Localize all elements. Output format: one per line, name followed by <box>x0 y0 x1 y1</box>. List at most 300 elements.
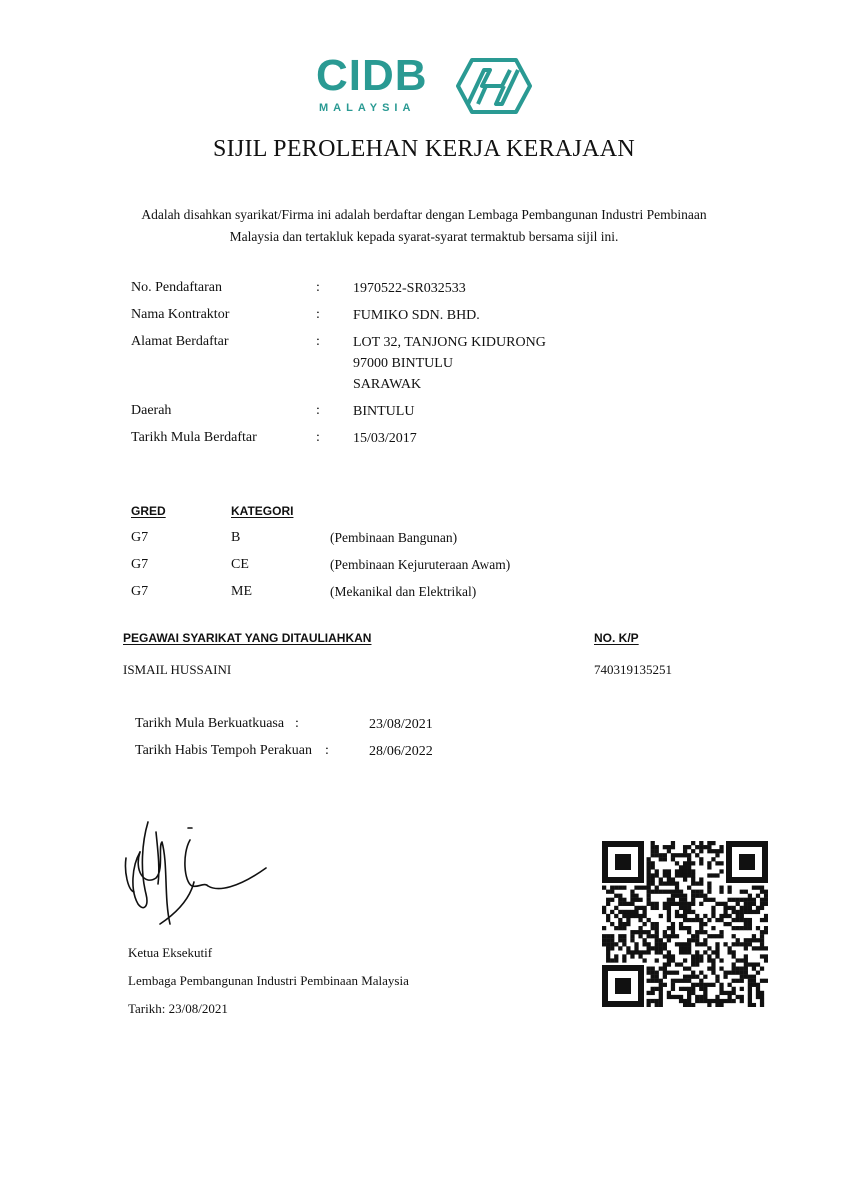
qr-module <box>715 942 719 946</box>
qr-module <box>687 910 691 914</box>
contractor-label: Nama Kontraktor <box>131 307 230 322</box>
qr-module <box>610 886 614 890</box>
qr-module <box>679 890 683 894</box>
qr-module <box>622 958 626 962</box>
category-description: (Pembinaan Kejuruteraan Awam) <box>330 557 511 572</box>
qr-module <box>703 995 707 999</box>
qr-module <box>732 934 736 938</box>
qr-module <box>715 918 719 922</box>
qr-module <box>707 861 711 865</box>
qr-module <box>703 942 707 946</box>
qr-module <box>647 942 651 946</box>
qr-module <box>691 902 695 906</box>
qr-module <box>622 898 626 902</box>
qr-module <box>752 962 756 966</box>
qr-module <box>695 845 699 849</box>
qr-module <box>602 926 606 930</box>
qr-module <box>703 898 707 902</box>
qr-module <box>699 942 703 946</box>
qr-module <box>728 898 732 902</box>
qr-module <box>642 906 646 910</box>
qr-module <box>732 906 736 910</box>
qr-module <box>647 890 651 894</box>
qr-module <box>606 942 610 946</box>
qr-module <box>719 869 723 873</box>
qr-module <box>667 954 671 958</box>
qr-module <box>691 918 695 922</box>
category-description: (Mekanikal dan Elektrikal) <box>330 584 477 599</box>
colon: : <box>295 716 299 731</box>
qr-module <box>687 886 691 890</box>
qr-module <box>760 946 764 950</box>
qr-module <box>626 902 630 906</box>
qr-module <box>691 910 695 914</box>
qr-module <box>691 861 695 865</box>
category-description: (Pembinaan Bangunan) <box>330 530 458 545</box>
qr-module <box>683 950 687 954</box>
qr-module <box>634 930 638 934</box>
logo-emblem-icon <box>454 56 534 116</box>
qr-module <box>683 946 687 950</box>
qr-module <box>711 926 715 930</box>
qr-module <box>671 930 675 934</box>
qr-module <box>602 934 606 938</box>
qr-module <box>642 930 646 934</box>
qr-module <box>663 971 667 975</box>
qr-module <box>736 979 740 983</box>
qr-module <box>711 857 715 861</box>
qr-module <box>651 987 655 991</box>
qr-module <box>659 890 663 894</box>
qr-module <box>732 898 736 902</box>
qr-module <box>699 979 703 983</box>
qr-module <box>610 898 614 902</box>
contractor-value: FUMIKO SDN. BHD. <box>353 308 480 323</box>
qr-module <box>659 877 663 881</box>
qr-module <box>634 898 638 902</box>
qr-module <box>642 910 646 914</box>
qr-module <box>723 942 727 946</box>
qr-module <box>711 983 715 987</box>
qr-module <box>675 910 679 914</box>
qr-module <box>760 890 764 894</box>
qr-module <box>667 950 671 954</box>
qr-module <box>764 898 768 902</box>
qr-module <box>606 938 610 942</box>
qr-module <box>699 971 703 975</box>
qr-module <box>764 918 768 922</box>
qr-module <box>667 890 671 894</box>
qr-module <box>626 922 630 926</box>
validity-start-label: Tarikh Mula Berkuatkuasa <box>135 716 285 731</box>
qr-module <box>756 906 760 910</box>
qr-module <box>691 898 695 902</box>
qr-module <box>740 942 744 946</box>
qr-module <box>626 914 630 918</box>
intro-line-2: Malaysia dan tertakluk kepada syarat-syarat termaktub bersama sijil ini. <box>229 229 619 244</box>
qr-module <box>744 938 748 942</box>
qr-module <box>679 942 683 946</box>
qr-module <box>744 890 748 894</box>
qr-module <box>736 995 740 999</box>
qr-module <box>687 869 691 873</box>
qr-module <box>679 869 683 873</box>
qr-module <box>715 873 719 877</box>
qr-module <box>707 849 711 853</box>
qr-module <box>671 890 675 894</box>
qr-module <box>667 926 671 930</box>
qr-module <box>647 934 651 938</box>
qr-module <box>687 906 691 910</box>
qr-module <box>671 934 675 938</box>
qr-module <box>764 979 768 983</box>
qr-module <box>683 918 687 922</box>
qr-module <box>740 926 744 930</box>
qr-module <box>663 962 667 966</box>
qr-module <box>655 930 659 934</box>
reg-date-label: Tarikh Mula Berdaftar <box>131 430 257 445</box>
qr-module <box>728 991 732 995</box>
qr-module <box>606 918 610 922</box>
intro-line-1: Adalah disahkan syarikat/Firma ini adalah berdaftar dengan Lembaga Pembangunan Industri Pembinaan <box>141 207 707 222</box>
qr-module <box>691 869 695 873</box>
qr-module <box>736 938 740 942</box>
qr-module <box>748 987 752 991</box>
qr-module <box>626 950 630 954</box>
qr-module <box>695 954 699 958</box>
qr-module <box>756 926 760 930</box>
qr-module <box>683 849 687 853</box>
qr-module <box>618 894 622 898</box>
qr-module <box>655 890 659 894</box>
qr-module <box>711 934 715 938</box>
qr-module <box>655 869 659 873</box>
qr-module <box>671 857 675 861</box>
qr-module <box>671 841 675 845</box>
qr-module <box>756 987 760 991</box>
qr-module <box>764 958 768 962</box>
qr-module <box>691 958 695 962</box>
qr-module <box>723 991 727 995</box>
qr-module <box>719 987 723 991</box>
qr-module <box>687 930 691 934</box>
reg-date-value: 15/03/2017 <box>353 431 417 446</box>
qr-module <box>748 999 752 1003</box>
qr-module <box>610 922 614 926</box>
colon: : <box>316 307 320 322</box>
qr-module <box>630 950 634 954</box>
qr-module <box>683 987 687 991</box>
validity-end-value: 28/06/2022 <box>369 744 433 759</box>
qr-module <box>736 910 740 914</box>
qr-module <box>618 886 622 890</box>
qr-module <box>675 873 679 877</box>
qr-module <box>651 881 655 885</box>
qr-module <box>651 991 655 995</box>
qr-module <box>614 894 618 898</box>
qr-module <box>675 861 679 865</box>
qr-module <box>756 983 760 987</box>
qr-module <box>756 894 760 898</box>
qr-module <box>728 983 732 987</box>
qr-module <box>618 910 622 914</box>
qr-module <box>723 902 727 906</box>
qr-module <box>647 873 651 877</box>
qr-module <box>667 995 671 999</box>
qr-module <box>728 890 732 894</box>
qr-module <box>638 906 642 910</box>
qr-module <box>732 971 736 975</box>
qr-module <box>618 926 622 930</box>
qr-module <box>606 890 610 894</box>
qr-module <box>760 954 764 958</box>
qr-module <box>618 922 622 926</box>
qr-module <box>610 938 614 942</box>
qr-module <box>622 954 626 958</box>
qr-module <box>663 942 667 946</box>
qr-module <box>691 987 695 991</box>
qr-module <box>683 942 687 946</box>
qr-module <box>687 991 691 995</box>
qr-module <box>707 1003 711 1007</box>
signature-image <box>118 812 278 936</box>
qr-module <box>634 950 638 954</box>
qr-module <box>655 1003 659 1007</box>
qr-module <box>715 954 719 958</box>
qr-module <box>748 995 752 999</box>
validity-end-label: Tarikh Habis Tempoh Perakuan <box>135 743 313 758</box>
qr-module <box>691 841 695 845</box>
qr-module <box>760 918 764 922</box>
certificate-title: SIJIL PEROLEHAN KERJA KERAJAAN <box>212 136 636 162</box>
qr-module <box>740 995 744 999</box>
qr-module <box>711 849 715 853</box>
qr-module <box>695 881 699 885</box>
qr-module <box>687 987 691 991</box>
qr-module <box>732 962 736 966</box>
qr-module <box>715 950 719 954</box>
qr-module <box>671 894 675 898</box>
qr-module <box>647 950 651 954</box>
qr-module <box>695 983 699 987</box>
qr-module <box>740 910 744 914</box>
qr-module <box>687 1003 691 1007</box>
qr-module <box>744 910 748 914</box>
qr-module <box>715 999 719 1003</box>
colon: : <box>316 403 320 418</box>
qr-module <box>752 910 756 914</box>
qr-module <box>622 922 626 926</box>
qr-module <box>752 983 756 987</box>
qr-module <box>699 918 703 922</box>
qr-module <box>764 902 768 906</box>
qr-module <box>695 962 699 966</box>
qr-module <box>671 853 675 857</box>
address-line-2: 97000 BINTULU <box>353 356 453 371</box>
qr-module <box>606 946 610 950</box>
qr-module <box>695 975 699 979</box>
qr-module <box>687 967 691 971</box>
qr-module <box>679 922 683 926</box>
qr-module <box>740 979 744 983</box>
qr-module <box>719 914 723 918</box>
qr-module <box>695 894 699 898</box>
qr-module <box>606 950 610 954</box>
qr-module <box>760 979 764 983</box>
qr-module <box>675 853 679 857</box>
qr-module <box>699 841 703 845</box>
qr-module <box>764 930 768 934</box>
qr-module <box>683 926 687 930</box>
qr-module <box>707 967 711 971</box>
qr-module <box>602 910 606 914</box>
qr-module <box>703 930 707 934</box>
qr-module <box>614 926 618 930</box>
qr-module <box>691 954 695 958</box>
qr-module <box>655 922 659 926</box>
qr-module <box>610 890 614 894</box>
qr-module <box>622 934 626 938</box>
qr-module <box>736 918 740 922</box>
qr-module <box>663 975 667 979</box>
qr-module <box>715 853 719 857</box>
qr-module <box>732 918 736 922</box>
qr-module <box>667 845 671 849</box>
qr-module <box>675 942 679 946</box>
qr-module <box>679 950 683 954</box>
qr-module <box>703 845 707 849</box>
qr-module <box>736 958 740 962</box>
qr-module <box>703 999 707 1003</box>
qr-module <box>699 954 703 958</box>
qr-module <box>756 886 760 890</box>
qr-module <box>634 914 638 918</box>
qr-module <box>655 853 659 857</box>
qr-module <box>760 967 764 971</box>
qr-module <box>691 991 695 995</box>
signatory-date: Tarikh: 23/08/2021 <box>128 1001 228 1016</box>
qr-module <box>740 914 744 918</box>
qr-module <box>687 938 691 942</box>
qr-module <box>614 886 618 890</box>
qr-module <box>736 898 740 902</box>
qr-module <box>663 954 667 958</box>
qr-module <box>663 845 667 849</box>
qr-module <box>748 894 752 898</box>
qr-module <box>728 971 732 975</box>
qr-module <box>695 950 699 954</box>
qr-module <box>728 995 732 999</box>
qr-module <box>683 914 687 918</box>
qr-module <box>659 857 663 861</box>
qr-module <box>671 845 675 849</box>
qr-module <box>760 886 764 890</box>
qr-module <box>671 983 675 987</box>
qr-module <box>691 894 695 898</box>
qr-module <box>647 898 651 902</box>
qr-module <box>647 881 651 885</box>
qr-module <box>659 946 663 950</box>
qr-module <box>671 987 675 991</box>
qr-module <box>671 954 675 958</box>
qr-module <box>732 979 736 983</box>
qr-module <box>728 886 732 890</box>
qr-module <box>707 890 711 894</box>
qr-module <box>602 906 606 910</box>
qr-module <box>760 898 764 902</box>
signatory-title: Ketua Eksekutif <box>128 945 213 960</box>
qr-module <box>699 881 703 885</box>
qr-module <box>634 946 638 950</box>
qr-module <box>703 991 707 995</box>
qr-module <box>695 942 699 946</box>
qr-module <box>647 877 651 881</box>
qr-module <box>655 873 659 877</box>
qr-module <box>630 934 634 938</box>
qr-module <box>699 958 703 962</box>
qr-module <box>732 910 736 914</box>
qr-module <box>614 954 618 958</box>
qr-module <box>602 942 606 946</box>
qr-module <box>715 849 719 853</box>
qr-module <box>683 958 687 962</box>
qr-module <box>642 938 646 942</box>
qr-module <box>715 975 719 979</box>
qr-module <box>647 861 651 865</box>
qr-module <box>634 942 638 946</box>
qr-code-icon <box>602 841 768 1007</box>
qr-module <box>638 950 642 954</box>
qr-module <box>655 938 659 942</box>
qr-module <box>691 983 695 987</box>
qr-module <box>655 946 659 950</box>
qr-module <box>699 995 703 999</box>
qr-module <box>699 983 703 987</box>
qr-module <box>647 1003 651 1007</box>
qr-module <box>667 914 671 918</box>
qr-module <box>687 902 691 906</box>
qr-module <box>651 890 655 894</box>
qr-module <box>683 869 687 873</box>
qr-module <box>638 930 642 934</box>
qr-module <box>683 979 687 983</box>
qr-module <box>642 942 646 946</box>
address-line-1: LOT 32, TANJONG KIDURONG <box>353 335 546 350</box>
qr-module <box>667 991 671 995</box>
qr-module <box>651 849 655 853</box>
qr-module <box>651 873 655 877</box>
qr-module <box>655 958 659 962</box>
qr-module <box>760 991 764 995</box>
qr-module <box>659 881 663 885</box>
qr-module <box>748 983 752 987</box>
qr-module <box>707 841 711 845</box>
qr-module <box>679 926 683 930</box>
qr-module <box>647 930 651 934</box>
validity-start-value: 23/08/2021 <box>369 717 433 732</box>
qr-module <box>683 877 687 881</box>
qr-module <box>675 995 679 999</box>
cidb-logo <box>316 51 532 118</box>
qr-module <box>744 942 748 946</box>
qr-module <box>719 999 723 1003</box>
qr-module <box>618 946 622 950</box>
qr-module <box>651 999 655 1003</box>
qr-module <box>651 971 655 975</box>
qr-module <box>671 877 675 881</box>
qr-module <box>659 999 663 1003</box>
qr-module <box>679 902 683 906</box>
